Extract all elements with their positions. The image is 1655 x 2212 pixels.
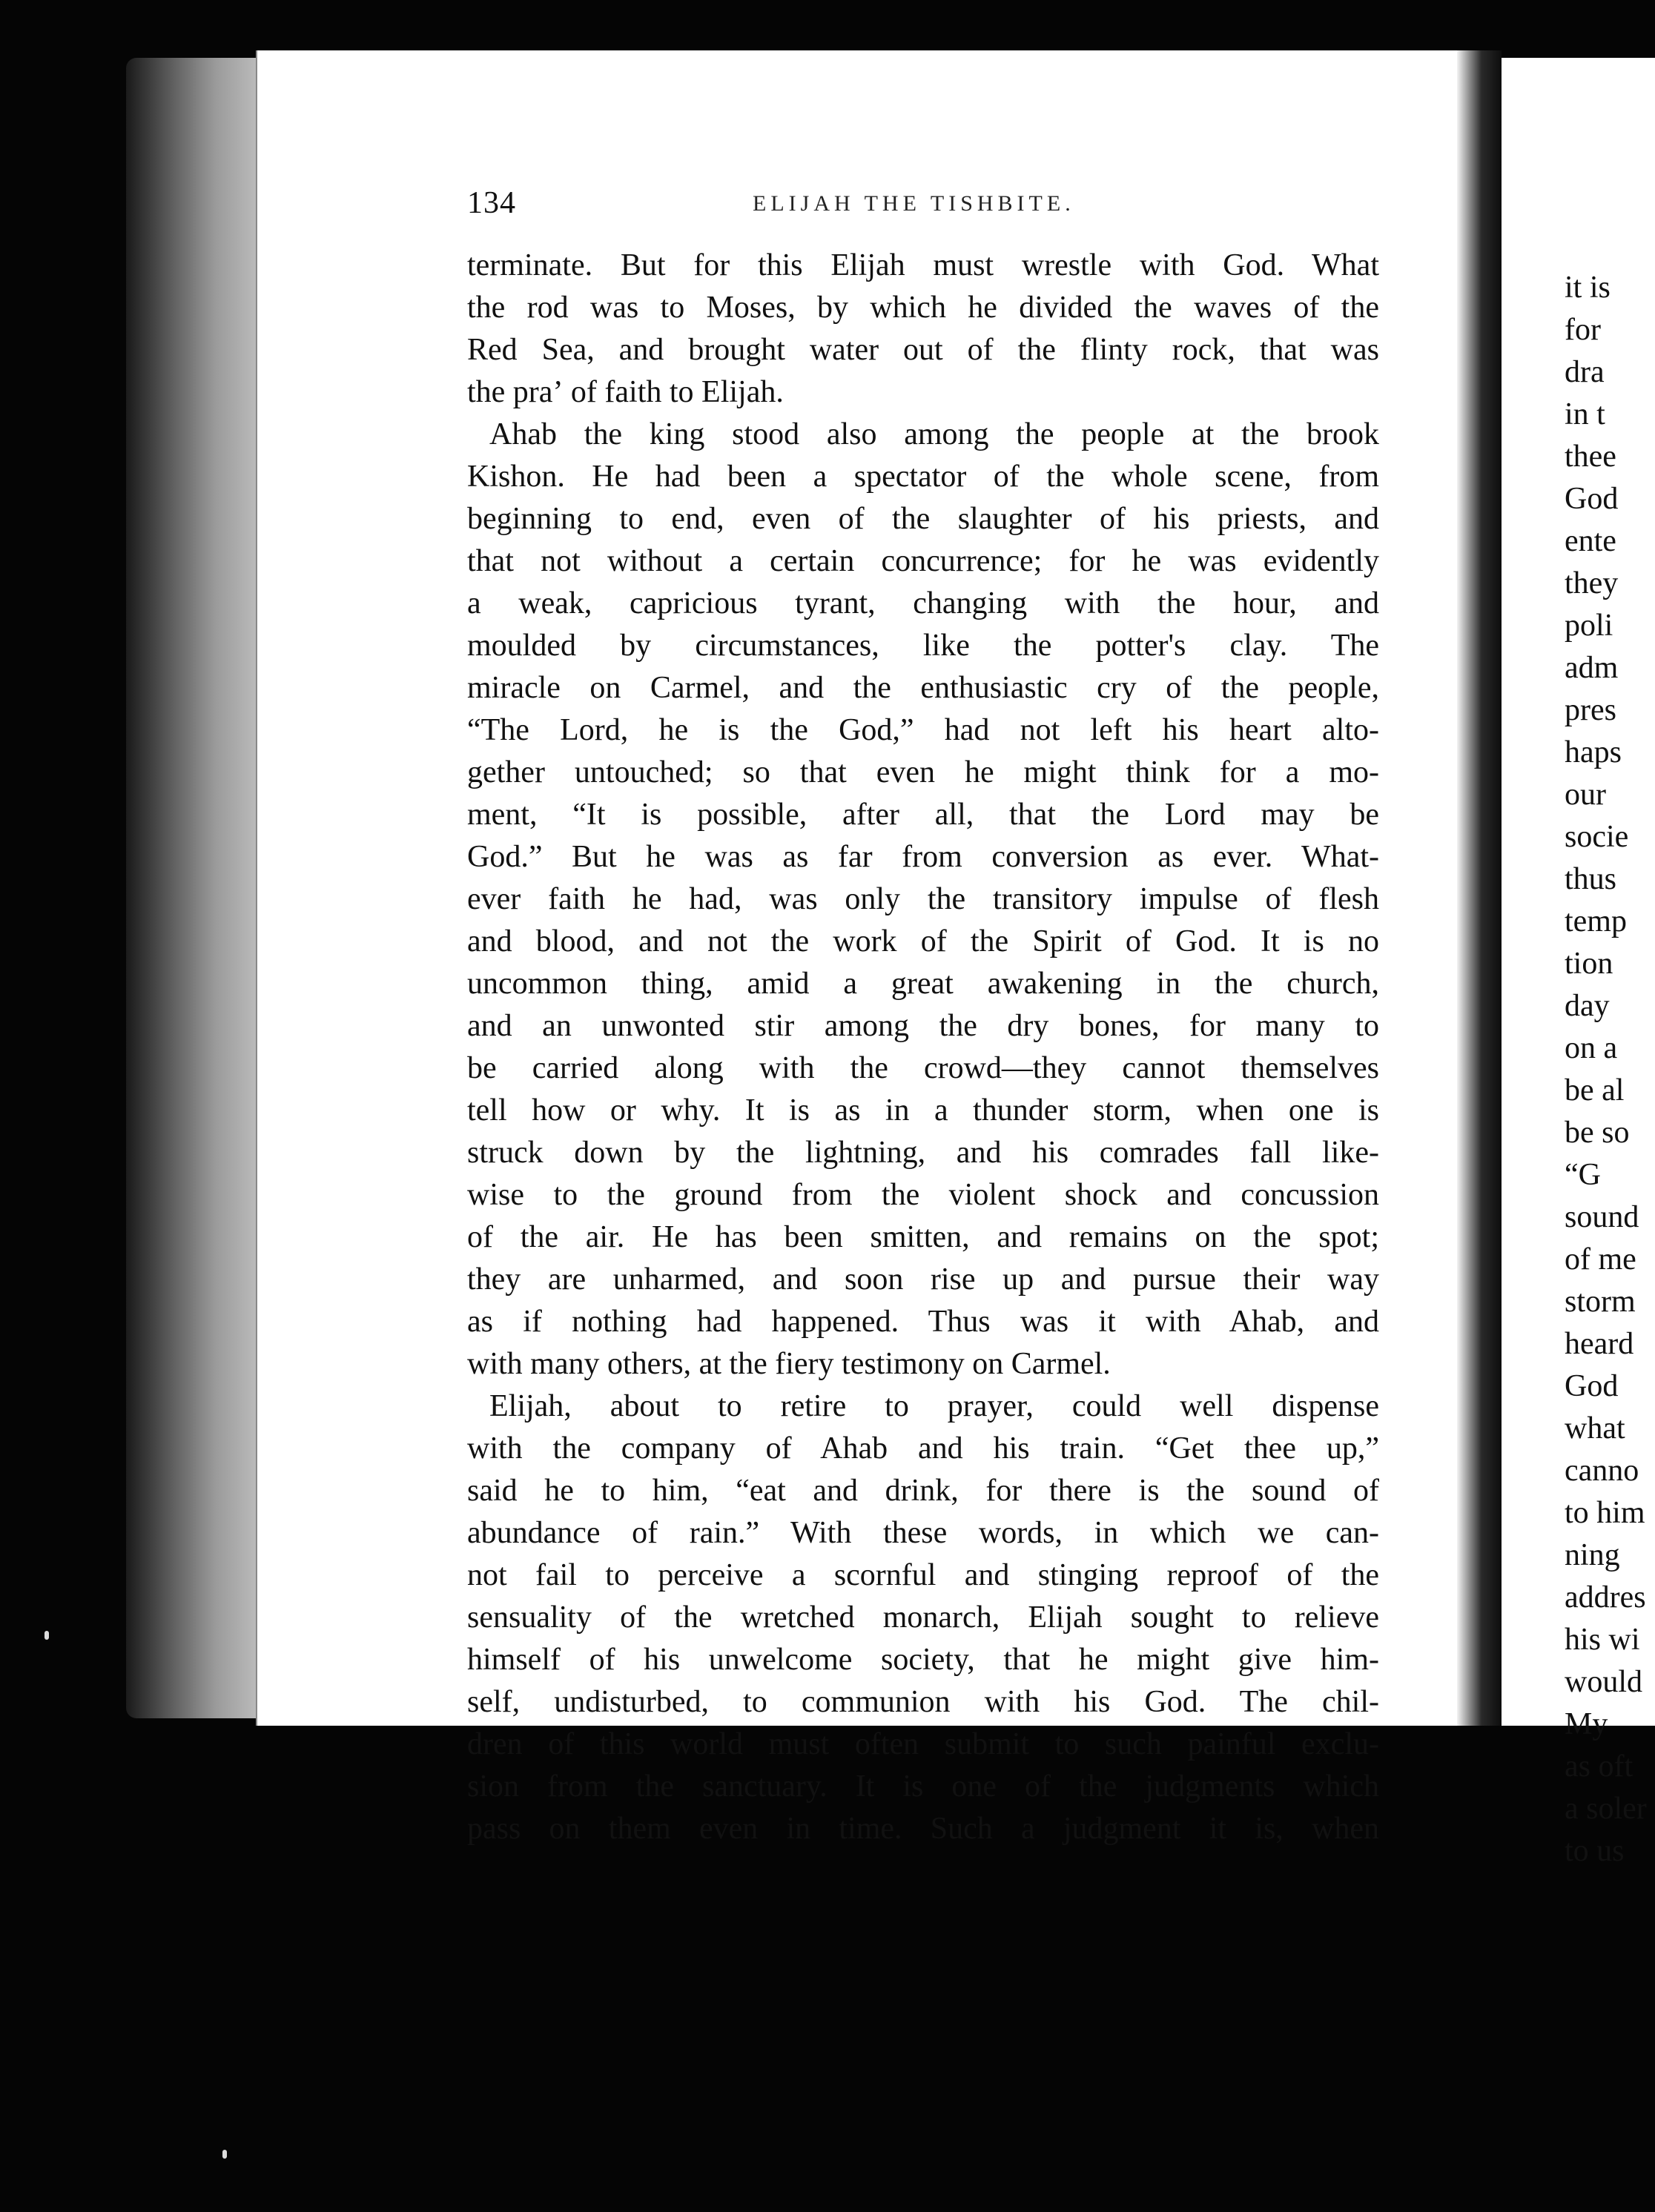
partial-text-line: in t xyxy=(1565,397,1605,431)
partial-text-line: thee xyxy=(1565,440,1616,474)
partial-text-line: as oft xyxy=(1565,1749,1633,1784)
partial-text-line: My xyxy=(1565,1707,1608,1741)
partial-text-line: poli xyxy=(1565,609,1613,643)
partial-text-line: pres xyxy=(1565,693,1616,727)
left-page-body-text xyxy=(467,245,1379,1850)
text-line: moulded by circumstances, like the potter's clay. The xyxy=(467,629,1379,663)
text-line: be carried along with the crowd—they cannot themselves xyxy=(467,1051,1379,1085)
partial-text-line: heard xyxy=(1565,1327,1634,1361)
text-line: gether untouched; so that even he might think for a mo- xyxy=(467,755,1379,789)
text-line: “The Lord, he is the God,” had not left his heart alto- xyxy=(467,713,1379,747)
text-line: of the air. He has been smitten, and remains on the spot; xyxy=(467,1220,1379,1254)
partial-text-line: tion xyxy=(1565,947,1613,981)
partial-text-line: ente xyxy=(1565,524,1616,558)
text-line: sensuality of the wretched monarch, Elijah sought to relieve xyxy=(467,1600,1379,1635)
text-line: ment, “It is possible, after all, that the Lord may be xyxy=(467,798,1379,832)
text-line: a weak, capricious tyrant, changing with the hour, and xyxy=(467,586,1379,620)
partial-text-line: his wi xyxy=(1565,1623,1640,1657)
text-line: Elijah, about to retire to prayer, could well dispense xyxy=(489,1389,1379,1423)
page-number: 134 xyxy=(467,186,516,220)
partial-text-line: ning xyxy=(1565,1538,1620,1572)
text-line: himself of his unwelcome society, that he might give him- xyxy=(467,1643,1379,1677)
text-line: Ahab the king stood also among the people at the brook xyxy=(489,417,1379,451)
partial-text-line: thus xyxy=(1565,862,1617,896)
partial-text-line: socie xyxy=(1565,820,1629,854)
text-line: Red Sea, and brought water out of the flinty rock, that was xyxy=(467,333,1379,367)
partial-text-line: sound xyxy=(1565,1200,1639,1234)
partial-text-line: temp xyxy=(1565,904,1627,938)
running-head-title: ELIJAH THE TISHBITE. xyxy=(753,191,1075,216)
partial-text-line: be so xyxy=(1565,1116,1630,1150)
text-line: beginning to end, even of the slaughter of his priests, and xyxy=(467,502,1379,536)
text-line: pass on them even in time. Such a judgment it is, when xyxy=(467,1812,1379,1846)
text-line: they are unharmed, and soon rise up and pursue their way xyxy=(467,1262,1379,1297)
text-line: said he to him, “eat and drink, for there is the sound of xyxy=(467,1474,1379,1508)
text-line: sion from the sanctuary. It is one of the judgments which xyxy=(467,1769,1379,1804)
text-line: the praʼ of faith to Elijah. xyxy=(467,375,784,409)
scan-speck xyxy=(44,1631,49,1640)
partial-text-line: dra xyxy=(1565,355,1605,389)
text-line: not fail to perceive a scornful and stinging reproof of the xyxy=(467,1558,1379,1592)
partial-text-line: haps xyxy=(1565,735,1622,769)
text-line: tell how or why. It is as in a thunder storm, when one is xyxy=(467,1093,1379,1127)
partial-text-line: “G xyxy=(1565,1158,1601,1192)
text-line: abundance of rain.” With these words, in which we can- xyxy=(467,1516,1379,1550)
text-line: with the company of Ahab and his train. “Get thee up,” xyxy=(467,1431,1379,1466)
partial-text-line: on a xyxy=(1565,1031,1618,1065)
partial-text-line: storm xyxy=(1565,1285,1636,1319)
text-line: with many others, at the fiery testimony on Carmel. xyxy=(467,1347,1111,1381)
right-page-partial-text xyxy=(1565,267,1655,1872)
text-line: the rod was to Moses, by which he divided the waves of the xyxy=(467,291,1379,325)
partial-text-line: God xyxy=(1565,482,1619,516)
partial-text-line: day xyxy=(1565,989,1610,1023)
text-line: terminate. But for this Elijah must wrestle with God. What xyxy=(467,248,1379,282)
book-gutter xyxy=(1457,50,1502,1726)
text-line: God.” But he was as far from conversion as ever. What- xyxy=(467,840,1379,874)
text-line: Kishon. He had been a spectator of the whole scene, from xyxy=(467,460,1379,494)
text-line: wise to the ground from the violent shock and concussion xyxy=(467,1178,1379,1212)
text-line: and an unwonted stir among the dry bones, for many to xyxy=(467,1009,1379,1043)
partial-text-line: addres xyxy=(1565,1580,1646,1615)
text-line: that not without a certain concurrence; for he was evidently xyxy=(467,544,1379,578)
text-line: self, undisturbed, to communion with his God. The chil- xyxy=(467,1685,1379,1719)
text-line: as if nothing had happened. Thus was it with Ahab, and xyxy=(467,1305,1379,1339)
partial-text-line: what xyxy=(1565,1411,1625,1446)
partial-text-line: God xyxy=(1565,1369,1619,1403)
text-line: uncommon thing, amid a great awakening in the church, xyxy=(467,967,1379,1001)
text-line: ever faith he had, was only the transitory impulse of flesh xyxy=(467,882,1379,916)
partial-text-line: adm xyxy=(1565,651,1619,685)
book-page-edges xyxy=(126,58,274,1718)
text-line: miracle on Carmel, and the enthusiastic cry of the people, xyxy=(467,671,1379,705)
scan-speck xyxy=(222,2150,227,2159)
partial-text-line: a soler xyxy=(1565,1792,1647,1826)
partial-text-line: of me xyxy=(1565,1242,1636,1276)
partial-text-line: to us xyxy=(1565,1834,1625,1868)
partial-text-line: would xyxy=(1565,1665,1642,1699)
partial-text-line: it is xyxy=(1565,271,1611,305)
partial-text-line: canno xyxy=(1565,1454,1639,1488)
partial-text-line: they xyxy=(1565,566,1619,600)
text-line: struck down by the lightning, and his comrades fall like- xyxy=(467,1136,1379,1170)
partial-text-line: be al xyxy=(1565,1073,1625,1107)
partial-text-line: for xyxy=(1565,313,1601,347)
partial-text-line: to him xyxy=(1565,1496,1645,1530)
text-line: and blood, and not the work of the Spirit of God. It is no xyxy=(467,924,1379,958)
partial-text-line: our xyxy=(1565,778,1606,812)
running-head xyxy=(467,185,1379,237)
text-line: dren of this world must often submit to such painful exclu- xyxy=(467,1727,1379,1761)
